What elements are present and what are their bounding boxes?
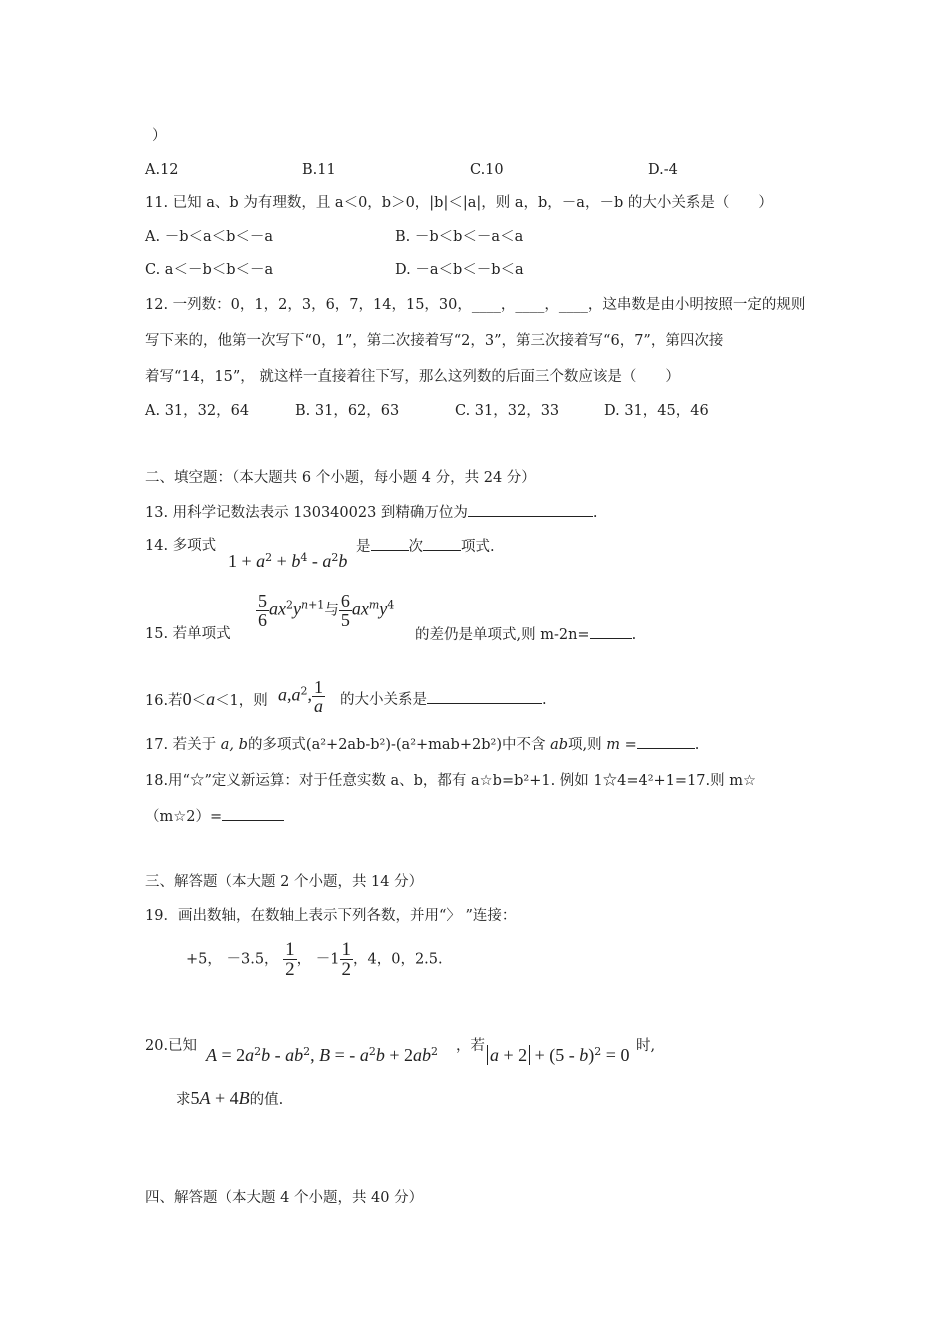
- q16-post: 的大小关系是: [340, 692, 427, 708]
- q15-monomials: $\frac{5}{6}$ $ax^2y^{n+1}$与 $\frac{6}{5}$ $ax^my^4$: [258, 591, 395, 630]
- q18-blank: [222, 806, 284, 821]
- q14-shi: 是: [356, 539, 371, 555]
- q17-line: [145, 734, 699, 755]
- q19-sep: ，: [296, 951, 312, 968]
- section-3-heading: 三、解答题（本大题 2 个小题，共 14 分）: [145, 874, 424, 890]
- q12-option-d: D. 31，45，46: [604, 403, 709, 419]
- q15-label: 15. 若单项式: [145, 626, 231, 642]
- q19-n5: ，4，0，2.5.: [353, 951, 443, 968]
- q17-mid: 的多项式(a²+2ab-b²)-(a²+mab+2b²)中不含: [247, 737, 546, 753]
- q20-comma: ，若: [456, 1038, 485, 1054]
- q14-label: 14. 多项式: [145, 538, 217, 554]
- q12-line2: 写下来的，他第一次写下“0，1”，第二次接着写“2，3”，第三次接着写“6，7”，第四次接: [145, 333, 724, 349]
- q20-ask: 求: [176, 1092, 191, 1108]
- q15-rest: 的差仍是单项式,则 m-2n=: [415, 627, 590, 643]
- q13-blank: [468, 502, 593, 517]
- q17-ab: ab: [550, 737, 569, 753]
- q11-stem: 11. 已知 a、b 为有理数，且 a＜0，b＞0，|b|＜|a|，则 a，b，－a，－b 的大小关系是（ ）: [145, 195, 773, 211]
- q15-end: .: [631, 627, 637, 643]
- q15-tail: [415, 624, 636, 645]
- q13-period: .: [592, 505, 598, 521]
- q17-rest: 项,则: [568, 737, 602, 753]
- q11-option-b: B. －b＜b＜－a＜a: [395, 229, 524, 245]
- q16-line: 16.若0＜a＜1，则: [145, 689, 268, 709]
- q12-line3: 着写“14，15”， 就这样一直接着往下写，那么这列数的后面三个数应该是（ ）: [145, 369, 680, 385]
- q19-n2: －3.5，: [226, 951, 279, 968]
- q16-tail: [340, 689, 547, 710]
- q10-close-paren: ）: [152, 128, 167, 144]
- q14-ci: 次: [408, 539, 423, 555]
- q20-label: 20.已知: [145, 1038, 198, 1054]
- q16-terms: $a,a^2$, $\frac{1}{a}$: [278, 677, 323, 716]
- q20-ask-line: 求5A + 4B的值.: [176, 1088, 284, 1108]
- section-2-heading: 二、填空题：（本大题共 6 个小题，每小题 4 分，共 24 分）: [145, 470, 536, 486]
- q20-when: 时,: [636, 1038, 656, 1054]
- q11-option-c: C. a＜－b＜b＜－a: [145, 262, 274, 278]
- q16-lt: ＜: [191, 693, 207, 709]
- q17-blank: [637, 734, 695, 749]
- q16-pre: 16.若: [145, 693, 183, 709]
- q10-option-c: C.10: [470, 162, 504, 178]
- q19-n4: －1: [315, 951, 340, 968]
- q17-eq: =: [624, 737, 637, 753]
- q17-vars: a, b: [220, 737, 248, 753]
- q15-blank: [590, 624, 632, 639]
- q18-line2: [145, 806, 284, 827]
- q15-conj: 与: [324, 602, 339, 619]
- q14-tail: [356, 536, 495, 557]
- q17-m: m: [606, 737, 620, 753]
- q20-ask-end: 的值.: [249, 1092, 284, 1108]
- q12-line1: 12. 一列数：0，1，2，3，6，7，14，15，30，____，____，____，这串数是由小明按照一定的规则: [145, 297, 806, 313]
- q16-mid: ＜1，则: [215, 693, 268, 709]
- q16-end: .: [542, 692, 547, 708]
- q19-n1: +5，: [186, 951, 222, 968]
- q14-polynomial: $1 + a^2 + b^4 - a^2b$: [228, 550, 348, 571]
- q14-blank-degree: [371, 536, 409, 551]
- q20-condition: a + 2 + (5 - b)$^2$ = 0: [487, 1042, 629, 1067]
- q10-option-a: A.12: [145, 162, 179, 178]
- q20-definitions: $A = 2a^2b - ab^2$, B = - $a^2b + 2ab^2$: [206, 1044, 438, 1065]
- q19-numbers: +5， －3.5， $\frac{1}{2}$ ， －1 $\frac{1}{2}$ ，4，0，2.5.: [186, 939, 443, 980]
- q18-line1: 18.用“☆”定义新运算：对于任意实数 a、b，都有 a☆b=b²+1. 例如 1☆4=4²+1=17.则 m☆: [145, 773, 756, 789]
- q16-blank: [427, 689, 542, 704]
- q12-option-c: C. 31，32，33: [455, 403, 560, 419]
- q14-end: 项式.: [461, 539, 495, 555]
- q18-line2-text: （m☆2）=: [145, 809, 223, 825]
- q12-option-b: B. 31，62，63: [295, 403, 400, 419]
- q10-option-b: B.11: [302, 162, 336, 178]
- q17-end: .: [694, 737, 700, 753]
- q14-blank-terms: [423, 536, 461, 551]
- section-4-heading: 四、解答题（本大题 4 个小题，共 40 分）: [145, 1190, 424, 1206]
- q17-pre: 17. 若关于: [145, 737, 217, 753]
- q11-option-a: A. －b＜a＜b＜－a: [145, 229, 274, 245]
- q11-option-d: D. －a＜b＜－b＜a: [395, 262, 524, 278]
- q19-stem: 19．画出数轴，在数轴上表示下列各数，并用“〉 ”连接：: [145, 908, 517, 924]
- q13-stem: 13. 用科学记数法表示 130340023 到精确万位为: [145, 505, 468, 521]
- q10-option-d: D.-4: [648, 162, 678, 178]
- q13-text: [145, 502, 598, 523]
- q12-option-a: A. 31，32，64: [145, 403, 250, 419]
